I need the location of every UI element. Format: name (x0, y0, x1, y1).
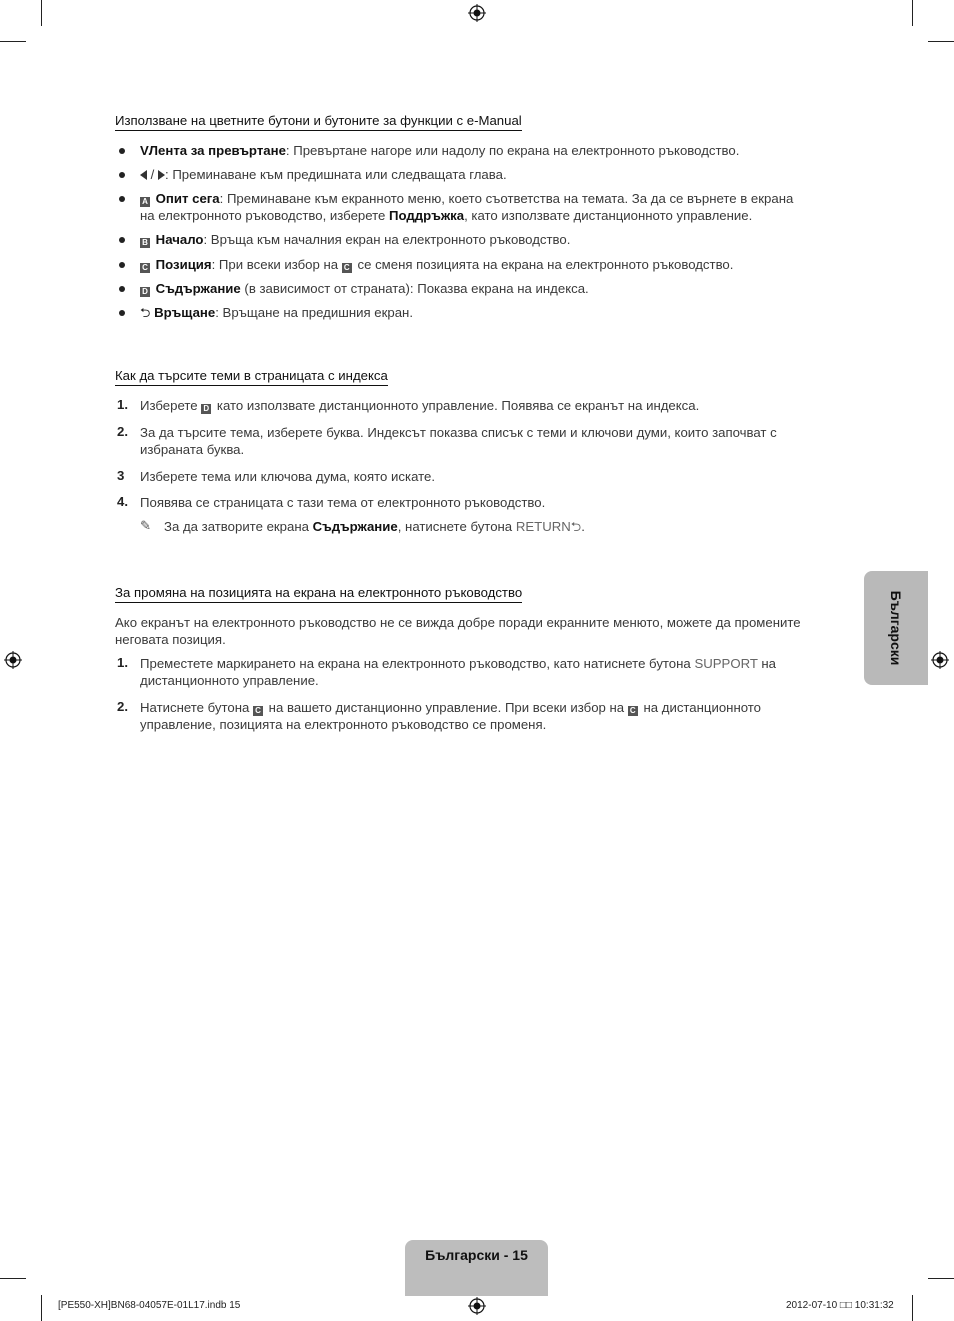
return-arrow-icon: ⮌ (570, 519, 582, 534)
bullet-item-position: C Позиция: При всеки избор на C се сменя позицията на екрана на електронното ръководство. (140, 256, 840, 273)
step-1: Преместете маркирането на екрана на електронното ръководство, като натиснете бутона SUPPORT на дистанционното управление. (140, 656, 776, 688)
key-a-icon: A (140, 197, 150, 207)
registration-mark-icon (468, 4, 486, 22)
crop-mark (41, 0, 42, 26)
key-c-icon: C (140, 263, 150, 273)
key-d-icon: D (140, 287, 150, 297)
bullet-item-try-now: A Опит сега: Преминаване към екранното меню, което съответства на темата. За да се върнете в екрана на електронното ръководство, изберете Поддръжка, като използвате дистанционното управление. (140, 191, 794, 223)
key-c-icon: C (253, 706, 263, 716)
registration-mark-icon (4, 651, 22, 669)
page-number-tab (405, 1240, 548, 1296)
key-b-icon: B (140, 238, 150, 248)
bullet-item-home: B Начало: Връща към началния екран на електронното ръководство. (140, 231, 840, 248)
step-4: Появява се страницата с тази тема от електронното ръководство. (140, 495, 546, 510)
crop-mark (928, 41, 954, 42)
step-3: Изберете тема или ключова дума, която искате. (140, 469, 435, 484)
step-2: За да търсите тема, изберете буква. Индексът показва списък с теми и ключови думи, които започват с избраната буква. (140, 425, 777, 457)
bullet-item-scroll: VЛента за превъртане: Превъртане нагоре или надолу по екрана на електронното ръководство. (140, 143, 740, 158)
crop-mark (0, 1278, 26, 1279)
key-c-icon: C (628, 706, 638, 716)
return-arrow-icon: ⮌ (140, 305, 151, 320)
section-title: Използване на цветните бутони и бутоните за функции с e-Manual (115, 113, 522, 131)
section-title: За промяна на позицията на екрана на електронното ръководство (115, 585, 522, 603)
bullet (119, 196, 125, 202)
chevron-right-icon (158, 170, 165, 180)
registration-mark-icon (468, 1297, 486, 1315)
bullet (119, 286, 125, 292)
step-1: Изберете D като използвате дистанционното управление. Появява се екранът на индекса. (140, 398, 700, 413)
bullet-item-chapters: / : Преминаване към предишната или следващата глава. (140, 166, 840, 183)
step-number: 2. (117, 699, 128, 714)
bullet (119, 148, 125, 154)
crop-mark (912, 0, 913, 26)
page-number-label: Български - 15 (425, 1247, 528, 1263)
crop-mark (41, 1295, 42, 1321)
print-slug-right: 2012-07-10 □□ 10:31:32 (786, 1300, 894, 1311)
bullet (119, 310, 125, 316)
pencil-note-icon: ✎ (140, 518, 152, 533)
key-c-icon: C (342, 263, 352, 273)
step-number: 3 (117, 468, 125, 483)
step-number: 2. (117, 424, 128, 439)
step-number: 4. (117, 494, 128, 509)
bullet (119, 237, 125, 243)
step-2: Натиснете бутона C на вашето дистанционно управление. При всеки избор на C на дистанционното управление, позицията на електронното ръководство се променя. (140, 700, 762, 732)
crop-mark (928, 1278, 954, 1279)
crop-mark (912, 1295, 913, 1321)
chevron-left-icon (140, 170, 147, 180)
registration-mark-icon (931, 651, 949, 669)
note-text: За да затворите екрана Съдържание, натиснете бутона RETURN⮌. (164, 519, 585, 534)
step-number: 1. (117, 655, 128, 670)
key-d-icon: D (201, 404, 211, 414)
side-tab-label: Български (888, 590, 904, 666)
step-number: 1. (117, 397, 128, 412)
bullet-item-return: ⮌ Връщане: Връщане на предишния екран. (140, 305, 413, 320)
intro-paragraph: Ако екранът на електронното ръководство не се вижда добре поради екранните менюто, можете да промените неговата позиция. (115, 615, 801, 647)
crop-mark (0, 41, 26, 42)
language-side-tab (864, 571, 928, 685)
section-title: Как да търсите теми в страницата с индекса (115, 368, 388, 386)
bullet-item-contents: D Съдържание (в зависимост от страната): Показва екрана на индекса. (140, 280, 840, 297)
bullet (119, 172, 125, 178)
bullet (119, 262, 125, 268)
print-slug-left: [PE550-XH]BN68-04057E-01L17.indb 15 (58, 1300, 241, 1311)
